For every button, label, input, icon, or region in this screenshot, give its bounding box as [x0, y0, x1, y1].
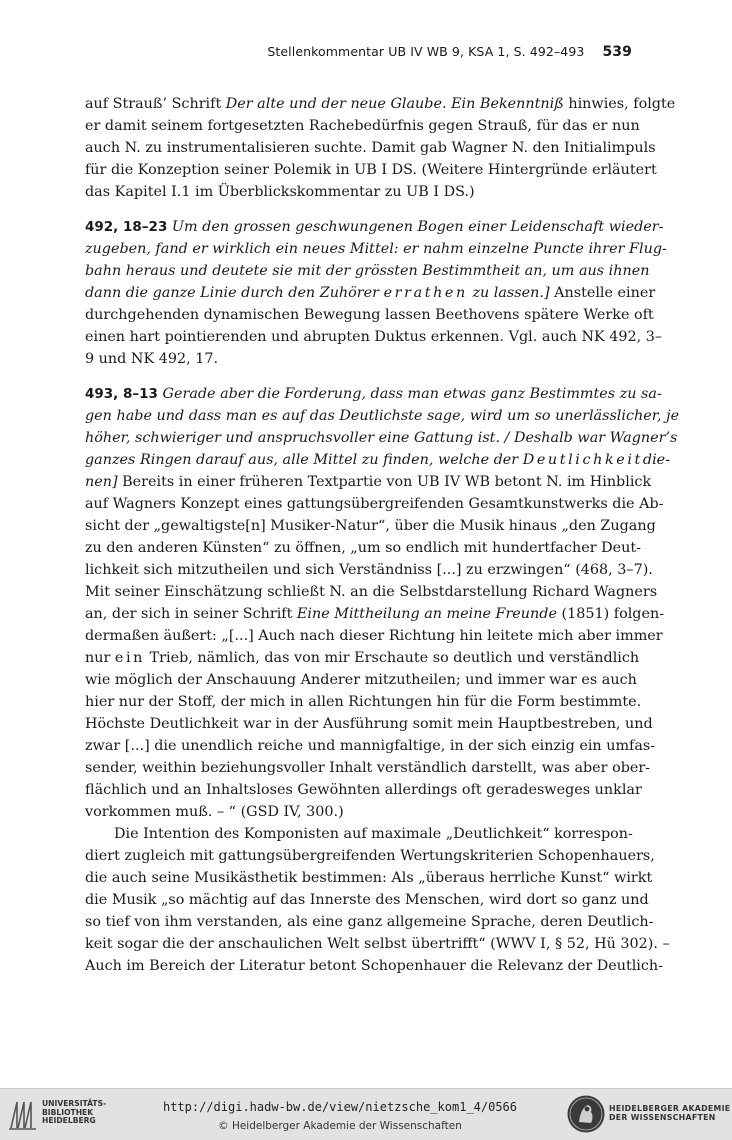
running-title: Stellenkommentar UB IV WB 9, KSA 1, S. 492–493 — [267, 44, 585, 59]
lemma-reference: 493, 8–13 — [85, 386, 158, 402]
text-line: so tief von ihm verstanden, als eine ganz allgemeine Sprache, deren Deutlich- — [85, 914, 654, 930]
paragraph-1 — [85, 93, 676, 203]
text-line: für die Konzeption seiner Polemik in UB I DS. (Weitere Hintergründe erläutert — [85, 162, 657, 178]
text-line: Höchste Deutlichkeit war in der Ausführung somit mein Hauptbestreben, und — [85, 716, 653, 732]
commentary-entry-492-18 — [85, 216, 667, 370]
lemma-reference: 492, 18–23 — [85, 219, 168, 235]
text-line: durchgehenden dynamischen Bewegung lassen Beethovens spätere Werke oft — [85, 307, 654, 323]
library-name: UNIVERSITÄTS- BIBLIOTHEK HEIDELBERG — [42, 1099, 107, 1126]
academy-name: HEIDELBERGER AKADEMIE DER WISSENSCHAFTEN — [609, 1104, 731, 1123]
text-line: zu den anderen Künsten“ zu öffnen, „um so endlich mit hundertfacher Deut- — [85, 540, 642, 556]
running-head — [85, 44, 632, 60]
academy-seal-icon — [566, 1094, 606, 1134]
commentary-entry-493-8 — [85, 383, 680, 823]
text-line: ganzes Ringen darauf aus, alle Mittel zu finden, welche der Deutlichkeitdie- — [85, 452, 670, 468]
text-line: dermaßen äußert: „[...] Auch nach dieser Richtung hin leitete mich aber immer — [85, 628, 663, 644]
main-text — [85, 93, 680, 977]
text-line: das Kapitel I.1 im Überblickskommentar zu UB I DS.) — [85, 184, 475, 200]
text-line: sender, weithin beziehungsvoller Inhalt verständlich darstellt, was aber ober- — [85, 760, 651, 776]
text-line: hier nur der Stoff, der mich in allen Richtungen hin für die Form bestimmte. — [85, 694, 642, 710]
digitization-footer — [0, 1088, 732, 1140]
text-line: sicht der „gewaltigste[n] Musiker-Natur“, über die Musik hinaus „den Zugang — [85, 518, 656, 534]
text-line: keit sogar die der anschaulichen Welt selbst übertrifft“ (WWV I, § 52, Hü 302). – — [85, 936, 670, 952]
text-line: flächlich und an Inhaltsloses Gewöhnten allerdings oft geradesweges unklar — [85, 782, 642, 798]
text-line: auch N. zu instrumentalisieren suchte. Damit gab Wagner N. den Initialimpuls — [85, 140, 656, 156]
permalink[interactable]: http://digi.hadw-bw.de/view/nietzsche_kom1_4/0566 — [162, 1100, 517, 1114]
text-line: höher, schwieriger und anspruchsvoller eine Gattung ist. / Deshalb war Wagner’s — [85, 430, 678, 446]
text-line: die auch seine Musikästhetik bestimmen: Als „überaus herrliche Kunst“ wirkt — [85, 870, 653, 886]
text-line: einen hart pointierenden und abrupten Duktus erkennen. Vgl. auch NK 492, 3– — [85, 329, 663, 345]
text-line: er damit seinem fortgesetzten Rachebedürfnis gegen Strauß, für das er nun — [85, 118, 640, 134]
text-line: dann die ganze Linie durch den Zuhörer errathen zu lassen.] Anstelle einer — [85, 285, 656, 301]
text-line: auf Wagners Konzept eines gattungsübergreifenden Gesamtkunstwerks die Ab- — [85, 496, 664, 512]
text-line: Auch im Bereich der Literatur betont Schopenhauer die Relevanz der Deutlich- — [85, 958, 664, 974]
text-line: diert zugleich mit gattungsübergreifenden Wertungskriterien Schopenhauers, — [85, 848, 655, 864]
page-number: 539 — [602, 44, 632, 60]
paragraph-4 — [85, 823, 670, 977]
spaced-word: errathen — [383, 285, 468, 301]
text-line: nur ein Trieb, nämlich, das von mir Erschaute so deutlich und verständlich — [85, 650, 640, 666]
text-line: Mit seiner Einschätzung schließt N. an die Selbstdarstellung Richard Wagners — [85, 584, 658, 600]
text-line: lichkeit sich mitzutheilen und sich Verständniss [...] zu erzwingen“ (468, 3–7). — [85, 562, 653, 578]
text-line: vorkommen muß. – “ (GSD IV, 300.) — [85, 804, 344, 820]
text-line: zwar [...] die unendlich reiche und mannigfaltige, in der sich einzig ein umfas- — [85, 738, 656, 754]
spaced-word: Deutlichkeit — [522, 452, 643, 468]
text-line: 9 und NK 492, 17. — [85, 351, 219, 367]
text-line: Die Intention des Komponisten auf maximale „Deutlichkeit“ korrespon- — [114, 826, 633, 842]
book-title: Eine Mittheilung an meine Freunde — [296, 606, 557, 622]
text-line: auf Strauß’ Schrift Der alte und der neue Glaube. Ein Bekenntniß hinwies, folgte — [85, 96, 676, 112]
library-logo-icon — [8, 1097, 38, 1131]
spaced-word: ein — [114, 650, 146, 666]
copyright-notice: © Heidelberger Akademie der Wissenschaften — [218, 1120, 462, 1132]
text-line: 493, 8–13 Gerade aber die Forderung, dass man etwas ganz Bestimmtes zu sa- — [85, 386, 662, 402]
text-line: 492, 18–23 Um den grossen geschwungenen Bogen einer Leidenschaft wieder- — [85, 219, 664, 235]
text-line: an, der sich in seiner Schrift Eine Mittheilung an meine Freunde (1851) folgen- — [85, 606, 665, 622]
text-line: gen habe und dass man es auf das Deutlichste sage, wird um so unerlässlicher, je — [85, 408, 680, 424]
text-line: nen] Bereits in einer früheren Textpartie von UB IV WB betont N. im Hinblick — [85, 474, 652, 490]
text-line: die Musik „so mächtig auf das Innerste des Menschen, wird dort so ganz und — [85, 892, 649, 908]
text-line: bahn heraus und deutete sie mit der grössten Bestimmtheit an, um aus ihnen — [85, 263, 650, 279]
book-title: Der alte und der neue Glaube. Ein Bekenntniß — [225, 96, 564, 112]
text-line: wie möglich der Anschauung Anderer mitzutheilen; und immer war es auch — [85, 672, 637, 688]
text-line: zugeben, fand er wirklich ein neues Mittel: er nahm einzelne Puncte ihrer Flug- — [85, 241, 667, 257]
